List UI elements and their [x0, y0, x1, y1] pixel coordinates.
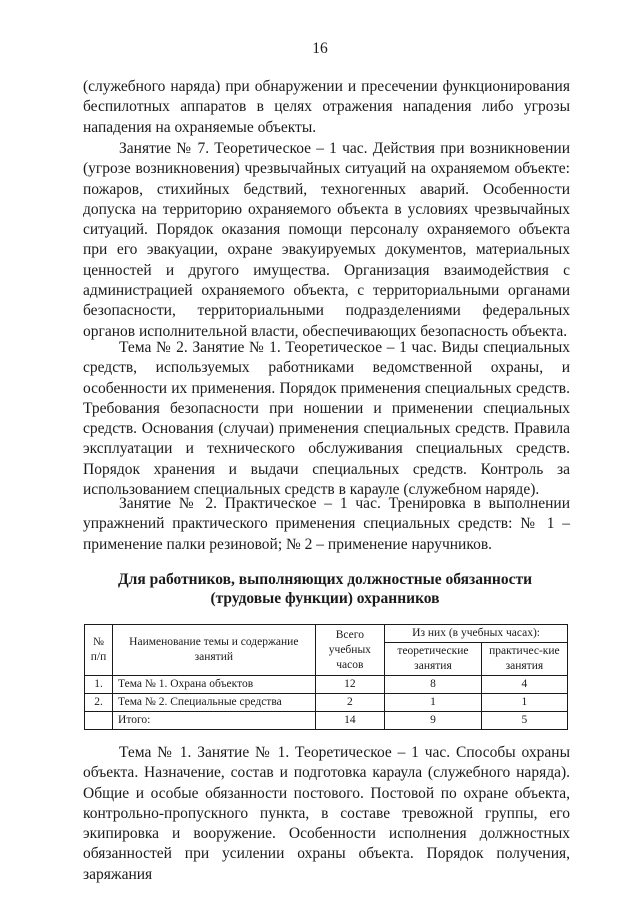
section-heading [90, 570, 560, 608]
row-num: 2. [85, 694, 113, 712]
paragraph-topic-1-lesson-1: Тема № 1. Занятие № 1. Теоретическое – 1 час. Способы охраны объекта. Назначение, состав и подготовка караула (служебного наряда). Общие и особые обязанности постового. Постовой по охране объекта, контрольно-пропускного пункта, в составе тревожной группы, его экипировка и вооружение. Особенности исполнения должностных обязанностей при усилении охраны объекта. Порядок получения, заряжания [83, 744, 570, 883]
header-topic: Наименование темы и содержание занятий [113, 625, 316, 676]
total-label: Итого: [113, 712, 316, 730]
header-theory: теоретические занятия [385, 643, 482, 676]
header-practice: практичес-кие занятия [481, 643, 567, 676]
row-practice: 1 [481, 694, 567, 712]
table-total-row [85, 712, 568, 730]
hours-table [84, 624, 568, 730]
row-theory: 8 [385, 676, 482, 694]
paragraph-lesson-7: Занятие № 7. Теоретическое – 1 час. Действия при возникновении (угрозе возникновения) чрезвычайных ситуаций на охраняемом объекте: пожаров, стихийных бедствий, техногенных аварий. Особенности допуска на территорию охраняемого объекта в условиях чрезвычайных ситуаций. Порядок оказания помощи персоналу охраняемого объекта при его эвакуации, охране эвакуируемых документов, материальных ценностей и другого имущества. Организация взаимодействия с администрацией охраняемого объекта, с территориальными органами безопасности, территориальными подразделениями федеральных органов исполнительной власти, обеспечивающих безопасность объекта. [83, 140, 570, 340]
page-number: 16 [312, 40, 328, 57]
paragraph-topic-2-lesson-1: Тема № 2. Занятие № 1. Теоретическое – 1 час. Виды специальных средств, используемых работниками ведомственной охраны, и особенности их применения. Порядок применения специальных средств. Требования безопасности при ношении и применении специальных средств. Основания (случаи) применения специальных средств. Правила эксплуатации и технического обслуживания специальных средств. Порядок хранения и выдачи специальных средств. Контроль за использованием специальных средств в карауле (служебном наряде). [83, 339, 570, 499]
row-topic: Тема № 1. Охрана объектов [113, 676, 316, 694]
table-header-row [85, 625, 568, 643]
row-topic: Тема № 2. Специальные средства [113, 694, 316, 712]
row-total: 12 [315, 676, 385, 694]
row-practice: 4 [481, 676, 567, 694]
paragraph-continuation: (служебного наряда) при обнаружении и пресечении функционирования беспилотных аппаратов в целях отражения нападения либо угрозы нападения на охраняемые объекты. [83, 78, 570, 136]
total-theory: 9 [385, 712, 482, 730]
header-total: Всего учебных часов [315, 625, 385, 676]
header-num: № п/п [85, 625, 113, 676]
row-num: 1. [85, 676, 113, 694]
header-of-them: Из них (в учебных часах): [385, 625, 568, 643]
paragraph-topic-2-lesson-2: Занятие № 2. Практическое – 1 час. Тренировка в выполнении упражнений практического применения специальных средств: № 1 – применение палки резиновой; № 2 – применение наручников. [83, 495, 570, 553]
section-heading-line-2: (трудовые функции) охранников [210, 590, 440, 607]
section-heading-line-1: Для работников, выполняющих должностные обязанности [117, 571, 532, 588]
row-total: 2 [315, 694, 385, 712]
table-row [85, 676, 568, 694]
total-practice: 5 [481, 712, 567, 730]
row-theory: 1 [385, 694, 482, 712]
table-row [85, 694, 568, 712]
total-num [85, 712, 113, 730]
total-hours: 14 [315, 712, 385, 730]
